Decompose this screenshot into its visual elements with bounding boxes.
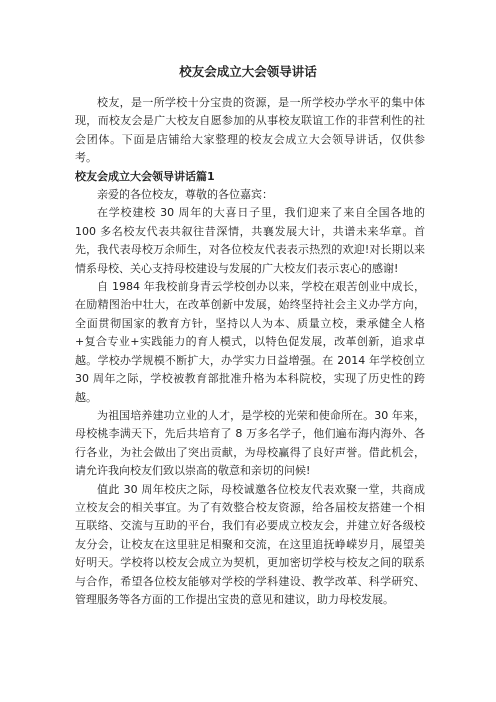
body-paragraph-2: 自 1984 年我校前身青云学校创办以来，学校在艰苦创业中成长，在励精图治中壮大，在改革创新中发展，始终坚持社会主义办学方向，全面贯彻国家的教育方针，坚持以人为本、质量立校，秉承健全人格+复合专业+实践能力的育人模式，以特色促发展，改革创新，追求卓越。学校办学规模不断扩大，办学实力日益增强。在 2014 年学校创立 30 周年之际，学校被教育部批准升格为本科院校，实现了历史性的跨越。 — [75, 280, 425, 404]
body-paragraph-3: 为祖国培养建功立业的人才，是学校的光荣和使命所在。30 年来，母校桃李满天下，先后共培育了 8 万多名学子，他们遍布海内海外、各行各业，为社会做出了突出贡献，为母校赢得了良好声誉。借此机会，请允许我向校友们致以崇高的敬意和亲切的问候! — [75, 408, 425, 478]
section-heading: 校友会成立大会领导讲话篇1 — [75, 169, 215, 183]
salutation: 亲爱的各位校友，尊敬的各位嘉宾： — [97, 188, 273, 202]
body-paragraph-4: 值此 30 周年校庆之际，母校诚邀各位校友代表欢聚一堂，共商成立校友会的相关事宜。为了有效整合校友资源，给各届校友搭建一个相互联络、交流与互助的平台，我们有必要成立校友会，并建立好各级校友分会，让校友在这里驻足相聚和交流，在这里追抚峥嵘岁月，展望美好明天。学校将以校友会成立为契机，更加密切学校与校友之间的联系与合作，希望各位校友能够对学校的学科建设、教学改革、科学研究、管理服务等各方面的工作提出宝贵的意见和建议，助力母校发展。 — [75, 482, 425, 606]
intro-paragraph: 校友，是一所学校十分宝贵的资源，是一所学校办学水平的集中体现，而校友会是广大校友自愿参加的从事校友联谊工作的非营利性的社会团体。下面是店铺给大家整理的校友会成立大会领导讲话，仅供参考。 — [75, 96, 425, 165]
document-title: 校友会成立大会领导讲话 — [179, 64, 317, 79]
document-body — [75, 94, 425, 609]
body-paragraph-1: 在学校建校 30 周年的大喜日子里，我们迎来了来自全国各地的 100 多名校友代表共叙往昔深情，共襄发展大计，共谱未来华章。首先，我代表母校万余师生，对各位校友代表表示热烈的欢迎!对长期以来情系母校、关心支持母校建设与发展的广大校友们表示衷心的感谢! — [75, 206, 425, 275]
